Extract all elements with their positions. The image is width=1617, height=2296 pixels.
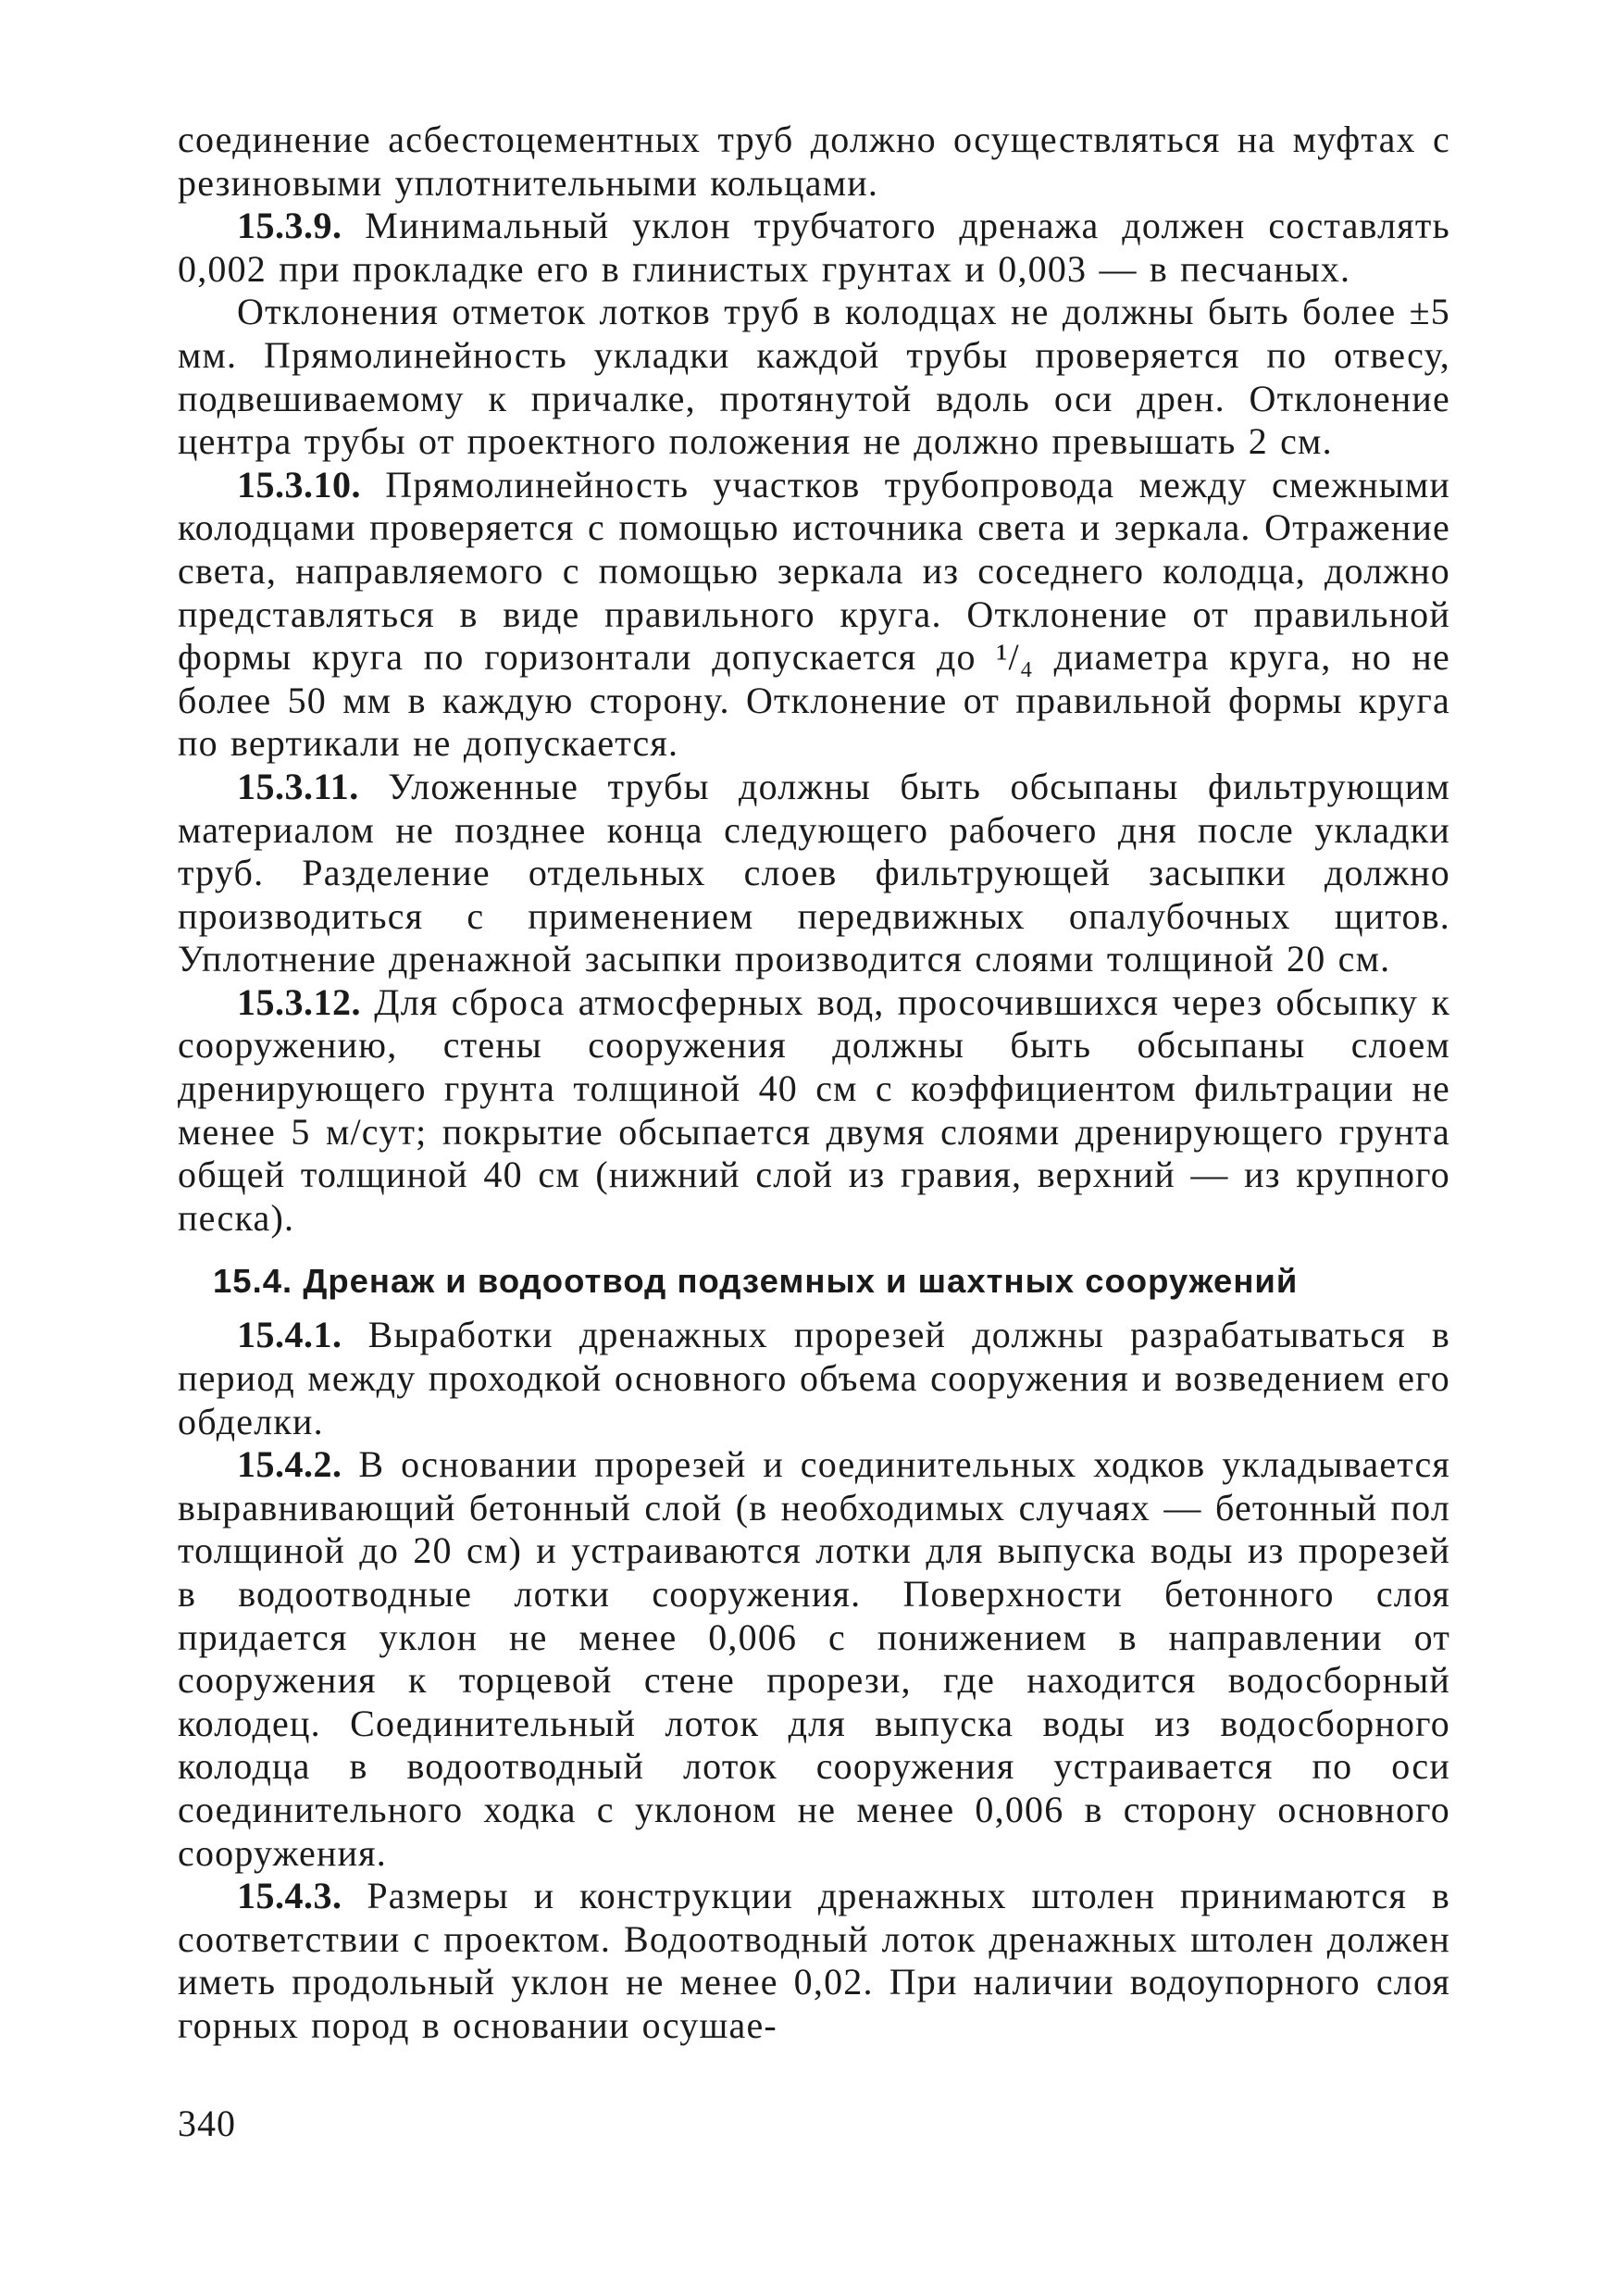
paragraph-text: Отклонения отметок лотков труб в колодцах не должны быть более ±5 мм. Прямолинейность укладки каждой трубы проверяется по отвесу, подвешиваемому к причалке, протянутой вдоль оси дрен. Отклонение центра трубы от проектного положения не должно превышать 2 см. bbox=[178, 291, 1450, 463]
clause-number: 15.3.10. bbox=[237, 463, 361, 505]
clause-15-4-2 bbox=[178, 1443, 1450, 1875]
clause-text: Прямолинейность участков трубопровода между смежными колодцами проверяется с помощью источника света и зеркала. Отражение света, направляемого с помощью зеркала из соседнего колодца, должно представляться в виде правильного круга. Отклонение от правильной формы круга по горизонтали допускается до ¹/₄ диаметра круга, но не более 50 мм в каждую сторону. Отклонение от правильной формы круга по вертикали не допускается. bbox=[178, 463, 1450, 765]
paragraph-deviations bbox=[178, 291, 1450, 463]
clause-15-4-3 bbox=[178, 1875, 1450, 2047]
clause-number: 15.4.1. bbox=[237, 1314, 342, 1356]
clause-15-3-10 bbox=[178, 464, 1450, 766]
clause-text: Размеры и конструкции дренажных штолен принимаются в соответствии с проектом. Водоотводный лоток дренажных штолен должен иметь продольный уклон не менее 0,02. При наличии водоупорного слоя горных пород в основании осушае- bbox=[178, 1875, 1451, 2046]
clause-15-3-9 bbox=[178, 205, 1450, 291]
clause-15-3-12 bbox=[178, 981, 1450, 1241]
clause-15-4-1 bbox=[178, 1314, 1450, 1443]
clause-number: 15.3.9. bbox=[237, 205, 342, 247]
clause-text: Для сброса атмосферных вод, просочившихся через обсыпку к сооружению, стены сооружения должны быть обсыпаны слоем дренирующего грунта толщиной 40 см с коэффициентом фильтрации не менее 5 м/сут; покрытие обсыпается двумя слоями дренирующего грунта общей толщиной 40 см (нижний слой из гравия, верхний — из крупного песка). bbox=[178, 980, 1450, 1239]
paragraph-text: соединение асбестоцементных труб должно осуществляться на муфтах с резиновыми уплотнительными кольцами. bbox=[178, 119, 1450, 204]
clause-text: Выработки дренажных прорезей должны разрабатываться в период между проходкой основного объема сооружения и возведением его обделки. bbox=[178, 1314, 1450, 1442]
paragraph-continuation bbox=[178, 119, 1450, 205]
clause-number: 15.4.3. bbox=[237, 1875, 342, 1917]
clause-text: В основании прорезей и соединительных ходков укладывается выравнивающий бетонный слой (в необходимых случаях — бетонный пол толщиной до 20 см) и устраиваются лотки для выпуска воды из прорезей в водоотводные лотки сооружения. Поверхности бетонного слоя придается уклон не менее 0,006 с понижением в направлении от сооружения к торцевой стене прорези, где находится водосборный колодец. Соединительный лоток для выпуска воды из водосборного колодца в водоотводный лоток сооружения устраивается по оси соединительного ходка с уклоном не менее 0,006 в сторону основного сооружения. bbox=[178, 1443, 1451, 1874]
clause-number: 15.3.11. bbox=[237, 765, 359, 807]
clause-number: 15.4.2. bbox=[237, 1443, 342, 1486]
clause-text: Уложенные трубы должны быть обсыпаны фильтрующим материалом не позднее конца следующего рабочего дня после укладки труб. Разделение отдельных слоев фильтрующей засыпки должно производиться с применением передвижных опалубочных щитов. Уплотнение дренажной засыпки производится слоями толщиной 20 см. bbox=[178, 765, 1451, 980]
clause-number: 15.3.12. bbox=[237, 980, 361, 1023]
section-heading: 15.4. Дренаж и водоотвод подземных и шахтных сооружений bbox=[213, 1262, 1299, 1301]
page-number: 340 bbox=[178, 2103, 236, 2144]
clause-15-3-11 bbox=[178, 766, 1450, 981]
clause-text: Минимальный уклон трубчатого дренажа должен составлять 0,002 при прокладке его в глинистых грунтах и 0,003 — в песчаных. bbox=[178, 205, 1450, 290]
